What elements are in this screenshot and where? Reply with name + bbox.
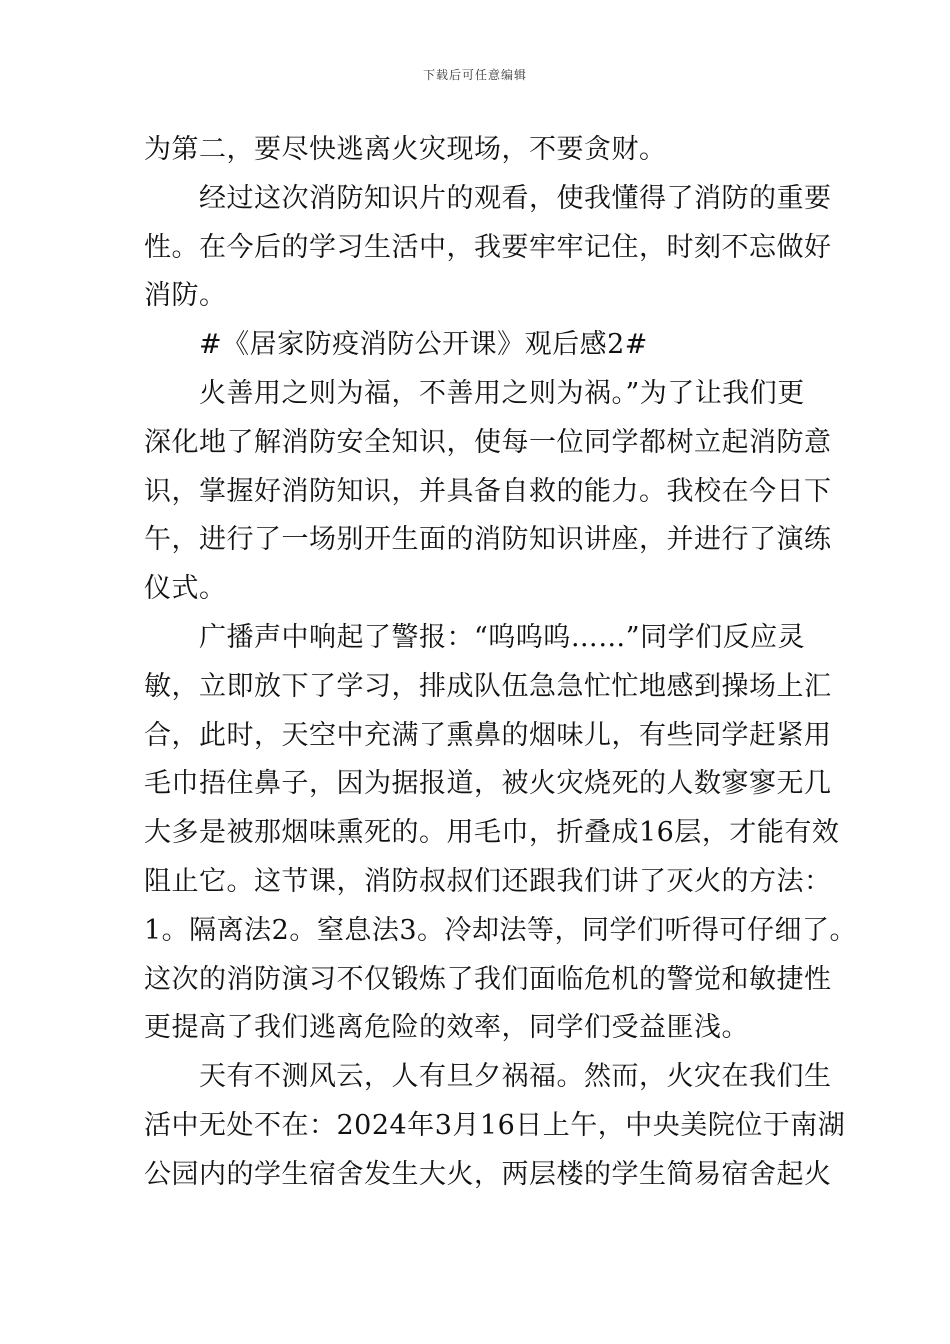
text-line: 更提高了我们逃离危险的效率，同学们受益匪浅。: [144, 1012, 749, 1044]
text-line: 经过这次消防知识片的观看，使我懂得了消防的重要: [199, 182, 832, 214]
text-line: 大多是被那烟味熏死的。用毛巾，折叠成16层，才能有效: [144, 817, 840, 849]
text-line: 午，进行了一场别开生面的消防知识讲座，并进行了演练: [144, 524, 832, 556]
text-line: 深化地了解消防安全知识，使每一位同学都树立起消防意: [144, 426, 832, 458]
text-line: 火善用之则为福，不善用之则为祸。”为了让我们更: [199, 377, 805, 409]
text-line: 识，掌握好消防知识，并具备自救的能力。我校在今日下: [144, 475, 832, 507]
document-body: [144, 126, 858, 1200]
text-line: 活中无处不在：2024年3月16日上午，中央美院位于南湖: [144, 1109, 846, 1141]
text-line: 毛巾捂住鼻子，因为据报道，被火灾烧死的人数寥寥无几: [144, 768, 832, 800]
text-line: 性。在今后的学习生活中，我要牢牢记住，时刻不忘做好: [144, 231, 832, 263]
text-line: 公园内的学生宿舍发生大火，两层楼的学生简易宿舍起火: [144, 1158, 832, 1190]
text-line: 广播声中响起了警报：“呜呜呜……”同学们反应灵: [199, 621, 806, 653]
text-line: 仪式。: [144, 573, 227, 605]
text-line: 阻止它。这节课，消防叔叔们还跟我们讲了灭火的方法：: [144, 865, 832, 897]
text-line: 敏，立即放下了学习，排成队伍急急忙忙地感到操场上汇: [144, 670, 832, 702]
text-line: 这次的消防演习不仅锻炼了我们面临危机的警觉和敏捷性: [144, 963, 832, 995]
text-line: 1。隔离法2。窒息法3。冷却法等，同学们听得可仔细了。: [144, 914, 858, 946]
text-line: 为第二，要尽快逃离火灾现场，不要贪财。: [144, 134, 667, 165]
text-line: 天有不测风云，人有旦夕祸福。然而，火灾在我们生: [199, 1061, 832, 1093]
text-line: 合，此时，天空中充满了熏鼻的烟味儿，有些同学赶紧用: [144, 719, 832, 751]
page-header: 下载后可任意编辑: [422, 68, 527, 82]
section-heading: #《居家防疫消防公开课》观后感2#: [199, 329, 648, 361]
text-line: 消防。: [144, 280, 227, 312]
